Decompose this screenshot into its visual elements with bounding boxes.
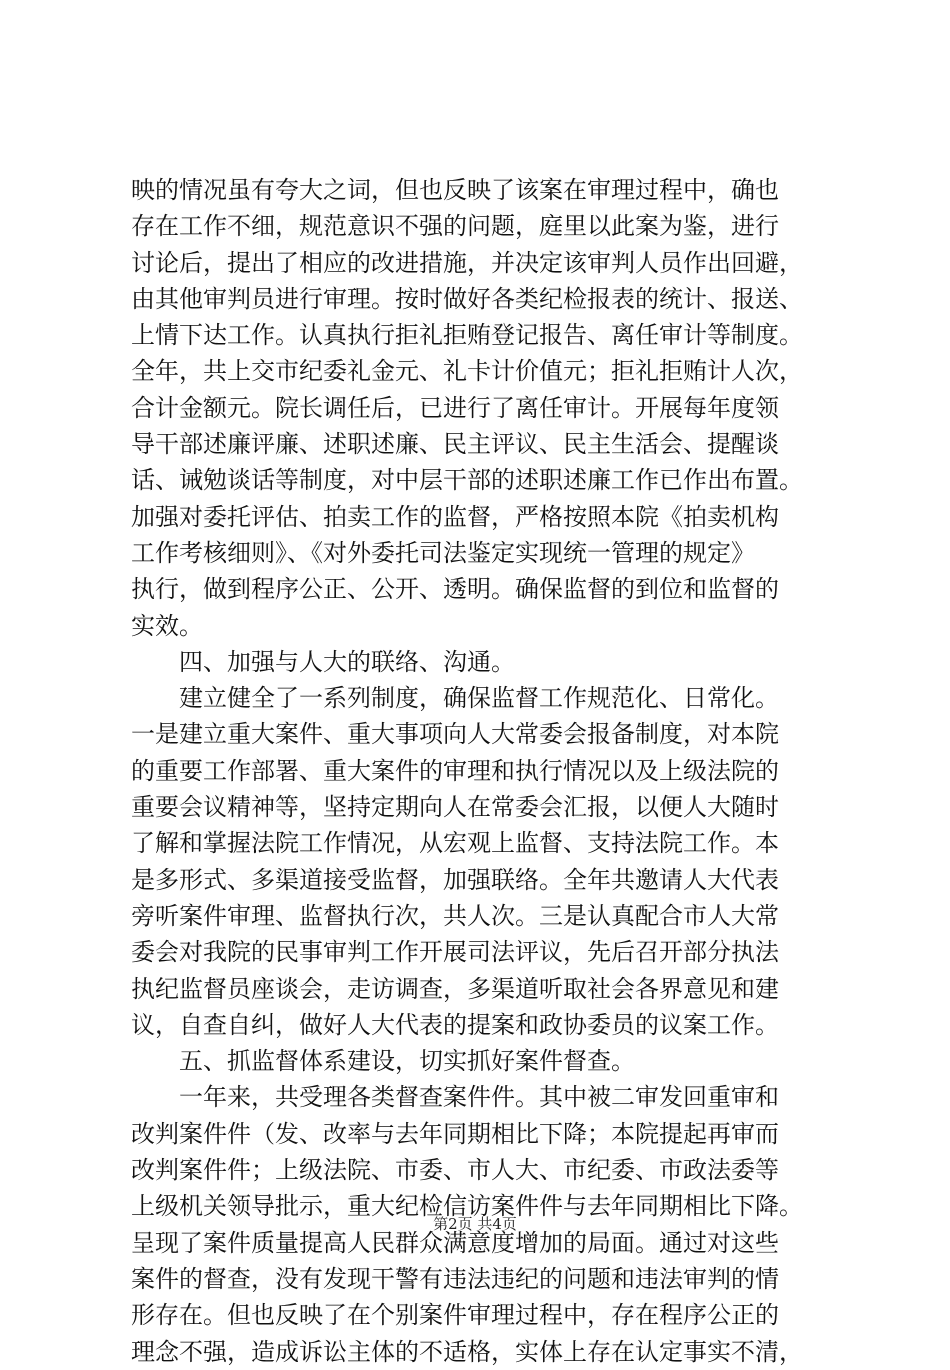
text-line: 四、加强与人大的联络、沟通。 bbox=[131, 647, 515, 676]
text-line: 加强对委托评估、拍卖工作的监督，严格按照本院《拍卖机构 bbox=[131, 502, 779, 531]
text-line: 全年，共上交市纪委礼金元、礼卡计价值元；拒礼拒贿计人次， bbox=[131, 357, 803, 386]
text-line: 改判案件件；上级法院、市委、市人大、市纪委、市政法委等 bbox=[131, 1156, 779, 1185]
page-footer: 第2页 共4页 bbox=[433, 1215, 517, 1233]
text-line: 形存在。但也反映了在个别案件审理过程中，存在程序公正的 bbox=[131, 1301, 779, 1330]
text-line: 合计金额元。院长调任后，已进行了离任审计。开展每年度领 bbox=[131, 393, 779, 422]
text-line: 由其他审判员进行审理。按时做好各类纪检报表的统计、报送、 bbox=[131, 284, 803, 313]
text-line: 是多形式、多渠道接受监督，加强联络。全年共邀请人大代表 bbox=[131, 865, 779, 894]
text-line: 实效。 bbox=[131, 611, 203, 640]
text-line: 改判案件件（发、改率与去年同期相比下降；本院提起再审而 bbox=[131, 1119, 779, 1148]
text-line: 呈现了案件质量提高人民群众满意度增加的局面。通过对这些 bbox=[131, 1228, 779, 1257]
text-line: 旁听案件审理、监督执行次，共人次。三是认真配合市人大常 bbox=[131, 901, 779, 930]
text-line: 讨论后，提出了相应的改进措施，并决定该审判人员作出回避， bbox=[131, 248, 803, 277]
text-line: 执纪监督员座谈会，走访调查，多渠道听取社会各界意见和建 bbox=[131, 974, 779, 1003]
text-line: 一是建立重大案件、重大事项向人大常委会报备制度，对本院 bbox=[131, 720, 779, 749]
text-line: 话、诫勉谈话等制度，对中层干部的述职述廉工作已作出布置。 bbox=[131, 466, 803, 495]
text-line: 工作考核细则》、《对外委托司法鉴定实现统一管理的规定》 bbox=[131, 538, 755, 567]
text-line: 重要会议精神等，坚持定期向人在常委会汇报，以便人大随时 bbox=[131, 793, 779, 822]
document-body bbox=[131, 172, 851, 1370]
text-line: 上情下达工作。认真执行拒礼拒贿登记报告、离任审计等制度。 bbox=[131, 321, 803, 350]
text-line: 映的情况虽有夸大之词，但也反映了该案在审理过程中，确也 bbox=[131, 176, 779, 204]
text-line: 议，自查自纠，做好人大代表的提案和政协委员的议案工作。 bbox=[131, 1010, 779, 1039]
text-line: 五、抓监督体系建设，切实抓好案件督查。 bbox=[131, 1047, 635, 1076]
text-line: 建立健全了一系列制度，确保监督工作规范化、日常化。 bbox=[131, 684, 779, 713]
text-line: 上级机关领导批示，重大纪检信访案件件与去年同期相比下降。 bbox=[131, 1192, 803, 1221]
text-line: 导干部述廉评廉、述职述廉、民主评议、民主生活会、提醒谈 bbox=[131, 430, 779, 459]
text-line: 委会对我院的民事审判工作开展司法评议，先后召开部分执法 bbox=[131, 938, 779, 967]
text-line: 理念不强，造成诉讼主体的不适格，实体上存在认定事实不清， bbox=[131, 1337, 803, 1366]
text-line: 了解和掌握法院工作情况，从宏观上监督、支持法院工作。本 bbox=[131, 829, 779, 858]
text-line: 一年来，共受理各类督查案件件。其中被二审发回重审和 bbox=[131, 1083, 779, 1112]
text-line: 的重要工作部署、重大案件的审理和执行情况以及上级法院的 bbox=[131, 756, 779, 785]
text-line: 执行，做到程序公正、公开、透明。确保监督的到位和监督的 bbox=[131, 575, 779, 604]
text-line: 案件的督查，没有发现干警有违法违纪的问题和违法审判的情 bbox=[131, 1264, 779, 1293]
text-line: 存在工作不细，规范意识不强的问题，庭里以此案为鉴，进行 bbox=[131, 212, 779, 241]
